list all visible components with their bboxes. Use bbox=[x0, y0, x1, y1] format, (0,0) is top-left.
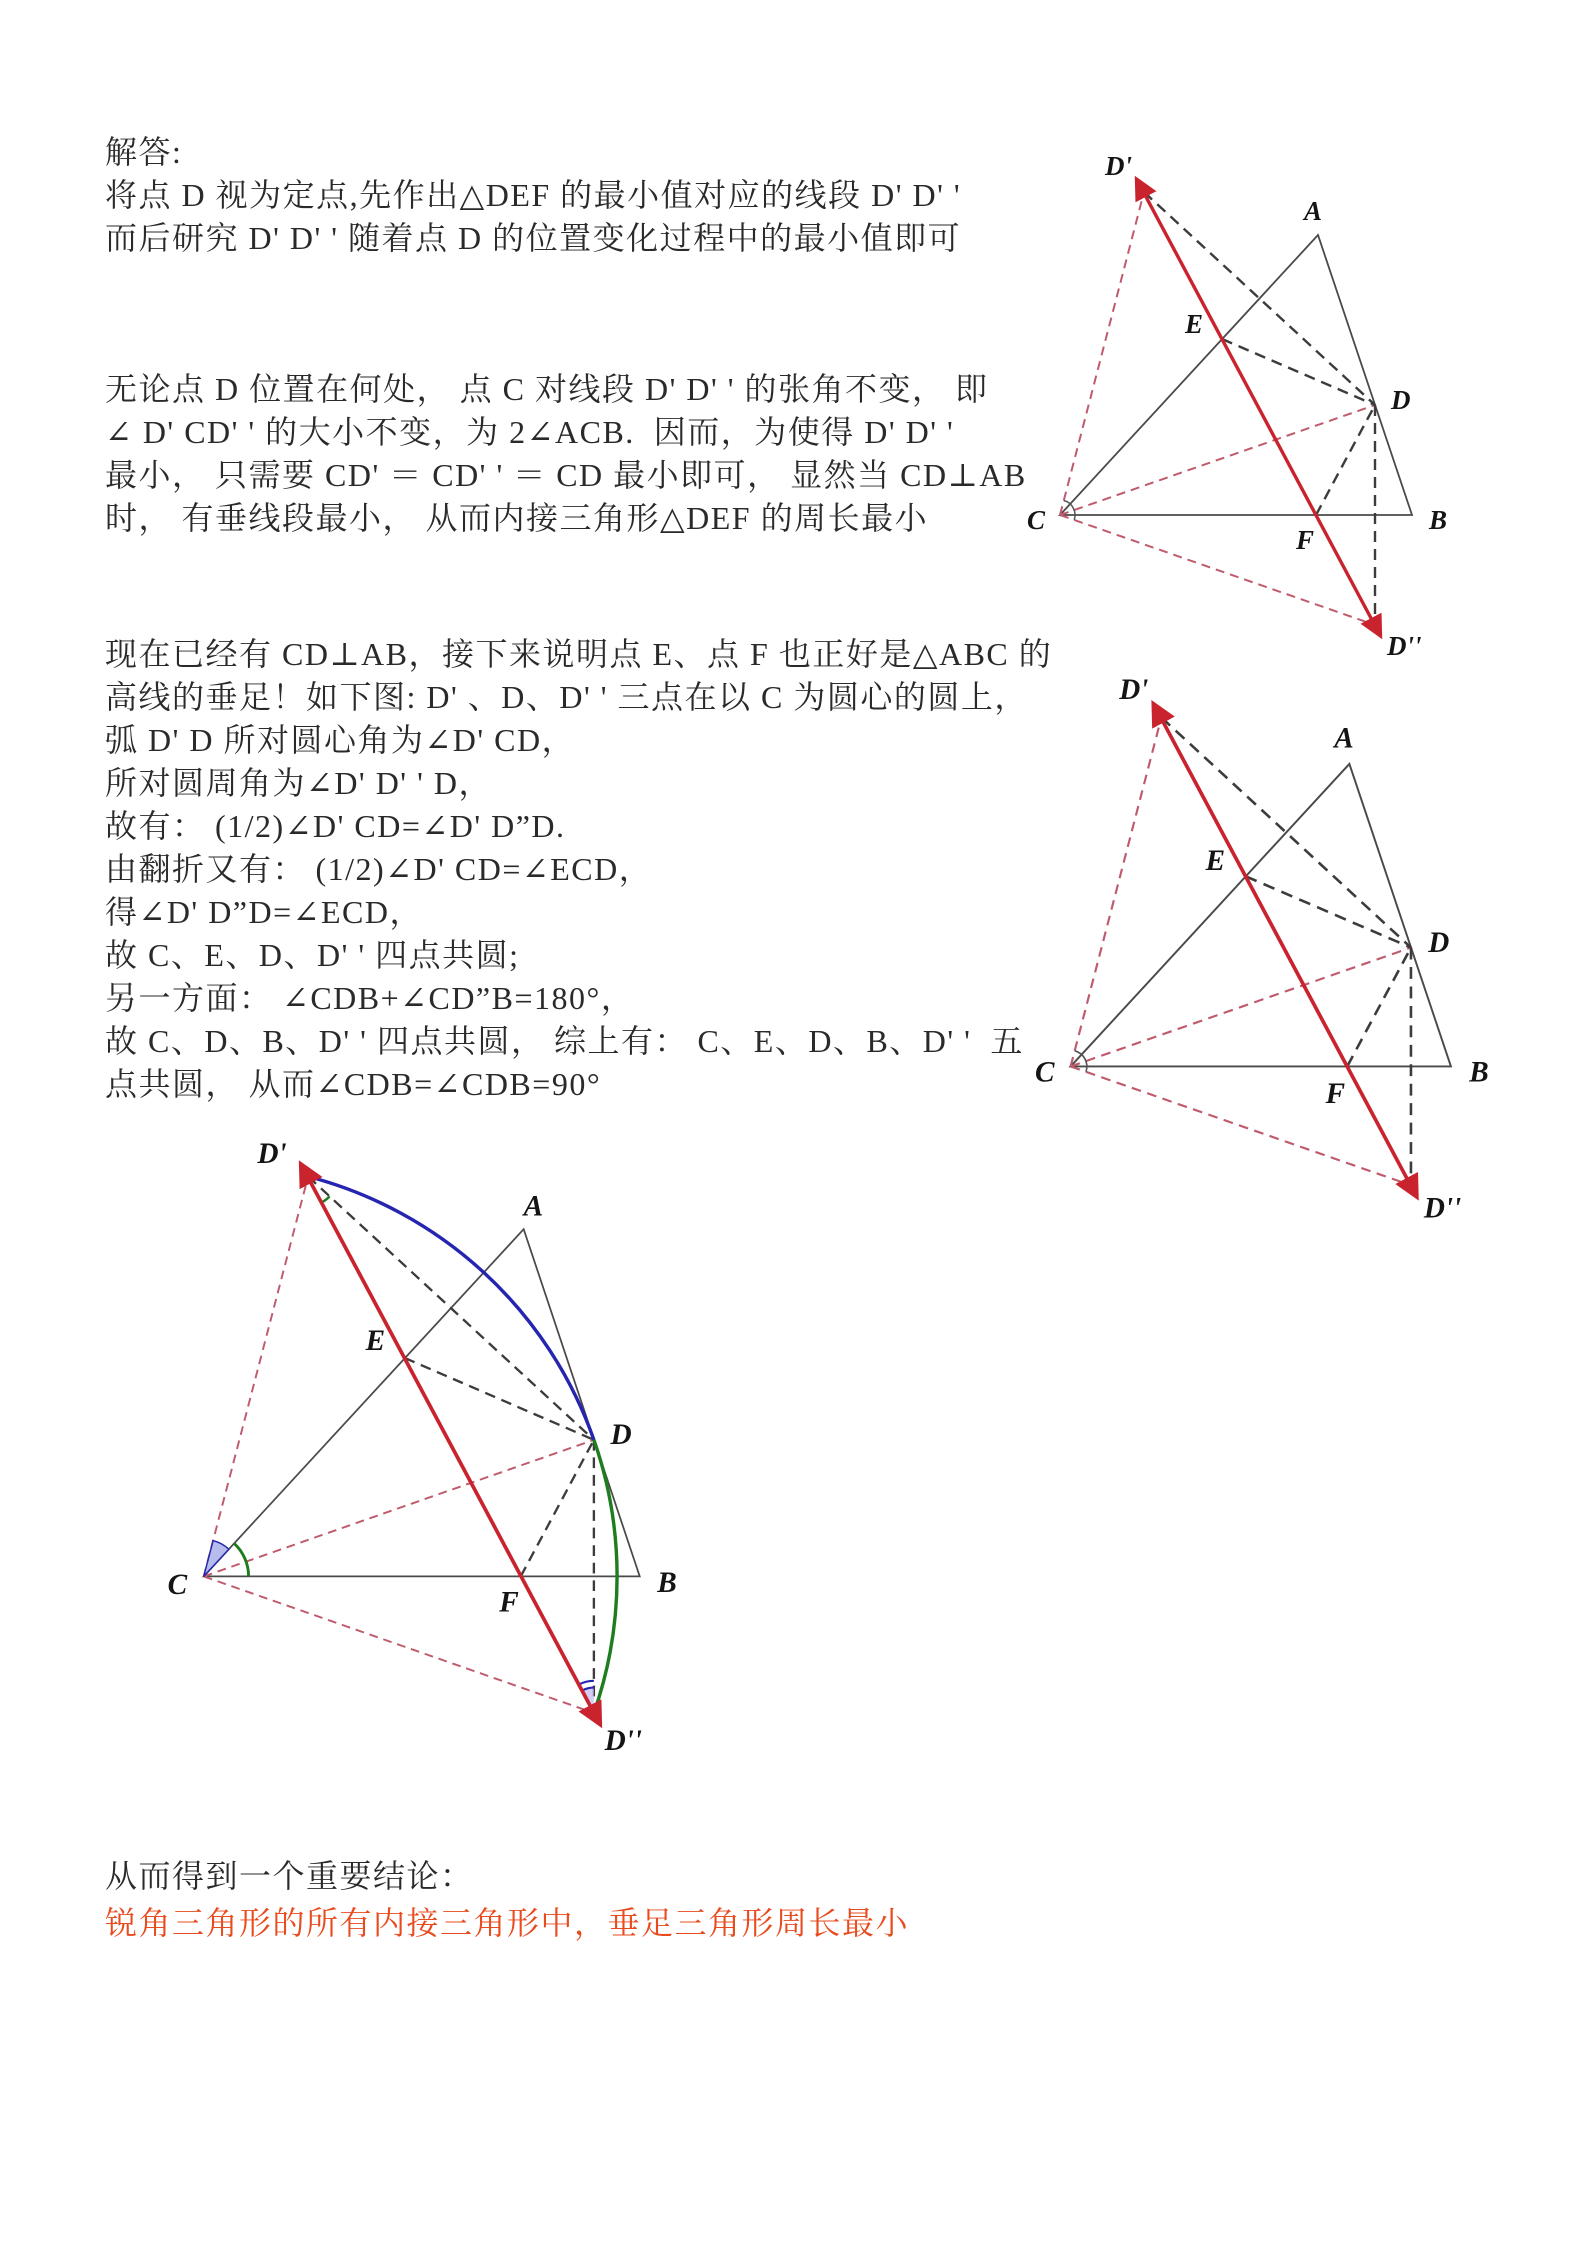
label-c: C bbox=[1034, 1056, 1055, 1089]
label-d: D bbox=[610, 1418, 632, 1451]
text-line: 故 C、E、D、D' ' 四点共圆; bbox=[105, 937, 520, 973]
text-line: 将点 D 视为定点,先作出△DEF 的最小值对应的线段 D' D' ' bbox=[105, 177, 962, 213]
diagram-reflection-2 bbox=[1022, 645, 1519, 1234]
label-c: C bbox=[167, 1568, 188, 1601]
text-line: 时， 有垂线段最小， 从而内接三角形△DEF 的周长最小 bbox=[105, 500, 929, 536]
text-line: 高线的垂足！如下图: D' 、D、D' ' 三点在以 C 为圆心的圆上， bbox=[105, 679, 1028, 715]
conclusion-highlight: 锐角三角形的所有内接三角形中，垂足三角形周长最小 bbox=[105, 1905, 910, 1941]
text-line: 无论点 D 位置在何处， 点 C 对线段 D' D' ' 的张角不变， 即 bbox=[105, 371, 989, 407]
text-line: 弧 D' D 所对圆心角为∠D' CD， bbox=[105, 722, 576, 758]
label-d-prime: D' bbox=[257, 1137, 287, 1170]
text-line: ∠ D' CD' ' 的大小不变，为 2∠ACB. 因而，为使得 D' D' ' bbox=[105, 414, 955, 450]
text-line: 所对圆周角为∠D' D' ' D， bbox=[105, 765, 492, 801]
label-b: B bbox=[657, 1567, 677, 1600]
label-e: E bbox=[1184, 309, 1203, 339]
text-line: 而后研究 D' D' ' 随着点 D 的位置变化过程中的最小值即可 bbox=[105, 220, 962, 256]
dashed-radii-from-c bbox=[1060, 192, 1375, 625]
label-d: D bbox=[1428, 926, 1450, 959]
angle-arc-c-green bbox=[234, 1543, 248, 1576]
conclusion-section bbox=[105, 1853, 909, 1947]
triangle-abc bbox=[1071, 764, 1451, 1067]
label-f: F bbox=[499, 1586, 519, 1619]
text-line: 另一方面： ∠CDB+∠CD”B=180°， bbox=[105, 980, 635, 1016]
triangle-abc bbox=[1060, 235, 1412, 515]
solution-heading: 解答: bbox=[105, 134, 183, 170]
label-d-prime: D' bbox=[1105, 151, 1132, 181]
solution-intro bbox=[105, 131, 961, 260]
label-a: A bbox=[1334, 722, 1354, 755]
angle-tick-dprime-green bbox=[322, 1196, 330, 1202]
label-f: F bbox=[1325, 1078, 1346, 1111]
text-line: 故 C、D、B、D' ' 四点共圆， 综上有： C、E、D、B、D' ' 五 bbox=[105, 1023, 1024, 1059]
label-a: A bbox=[1303, 196, 1323, 226]
solution-argument bbox=[105, 368, 1027, 540]
text-line: 最小， 只需要 CD' ＝ CD' ' ＝ CD 最小即可， 显然当 CD⊥AB bbox=[105, 457, 1027, 493]
text-line: 得∠D' D”D=∠ECD， bbox=[105, 894, 423, 930]
label-d: D bbox=[1391, 385, 1411, 415]
text-line: 现在已经有 CD⊥AB，接下来说明点 E、点 F 也正好是△ABC 的 bbox=[105, 636, 1053, 672]
label-d-double-prime: D'' bbox=[1423, 1192, 1462, 1225]
label-d-prime: D' bbox=[1119, 674, 1149, 707]
diagram-reflection-1 bbox=[1015, 125, 1475, 670]
label-d-double-prime: D'' bbox=[604, 1725, 643, 1758]
diagram-circle-3 bbox=[148, 1118, 714, 1791]
label-f: F bbox=[1295, 525, 1315, 555]
solution-proof bbox=[105, 633, 1052, 1106]
line-dprime-ddoubleprime bbox=[1154, 705, 1417, 1197]
text-line: 由翻折又有： (1/2)∠D' CD=∠ECD， bbox=[105, 851, 653, 887]
label-e: E bbox=[1205, 844, 1226, 877]
text-line: 故有： (1/2)∠D' CD=∠D' D”D. bbox=[105, 808, 566, 844]
dashed-radii-from-c bbox=[204, 1177, 594, 1713]
line-dprime-ddoubleprime bbox=[301, 1165, 599, 1724]
text-line: 点共圆， 从而∠CDB=∠CDB=90° bbox=[105, 1066, 602, 1102]
line-dprime-ddoubleprime bbox=[1137, 180, 1380, 635]
conclusion-lead: 从而得到一个重要结论： bbox=[105, 1858, 474, 1894]
label-e: E bbox=[365, 1325, 386, 1358]
label-a: A bbox=[523, 1190, 544, 1223]
label-c: C bbox=[1026, 505, 1045, 535]
label-b: B bbox=[1469, 1056, 1489, 1089]
dashed-radii-from-c bbox=[1071, 717, 1411, 1185]
label-b: B bbox=[1429, 505, 1448, 535]
label-d-double-prime: D'' bbox=[1387, 631, 1422, 661]
triangle-abc bbox=[204, 1229, 640, 1576]
